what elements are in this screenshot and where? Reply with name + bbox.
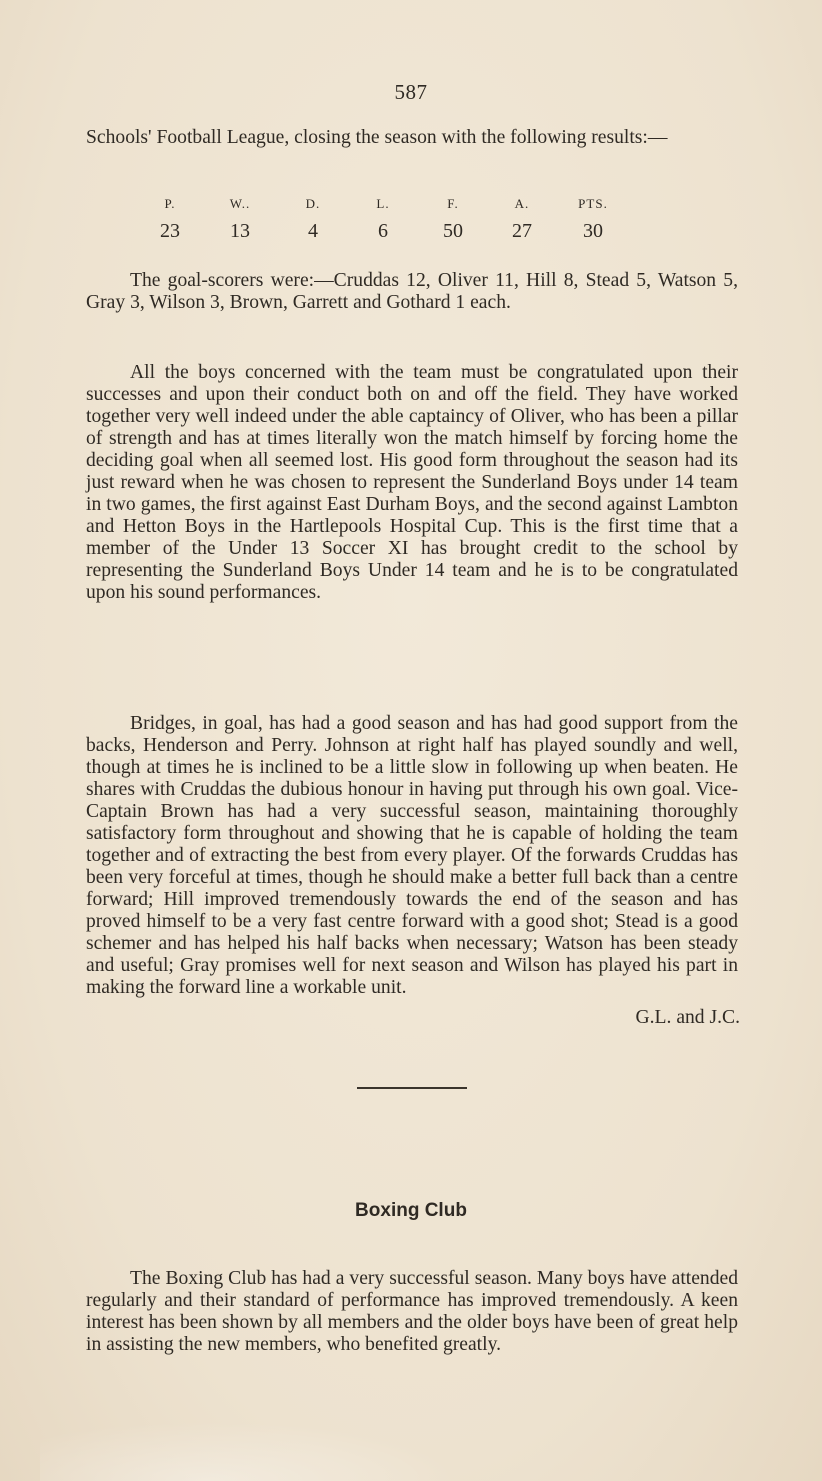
boxing-club-paragraph: The Boxing Club has had a very successful season. Many boys have attended regularly and their standard of performance has improved tremendously. A keen interest has been shown by all members and the older boys have been of great help in assisting the new members, who benefited greatly.	[86, 1268, 738, 1355]
goal-scorers-paragraph: The goal-scorers were:—Cruddas 12, Oliver 11, Hill 8, Stead 5, Watson 5, Gray 3, Wilson 3, Brown, Garrett and Gothard 1 each.	[86, 270, 738, 313]
league-results-table	[140, 192, 660, 244]
value-for: 50	[443, 220, 463, 242]
intro-text: Schools' Football League, closing the season with the following results:—	[86, 127, 668, 148]
team-congratulations-paragraph: All the boys concerned with the team must be congratulated upon their successes and upon their conduct both on and off the field. They have worked together very well indeed under the able captaincy of Oliver, who has been a pillar of strength and has at times literally won the match himself by forcing home the deciding goal when all seemed lost. His good form throughout the season had its just reward when he was chosen to represent the Sunderland Boys under 14 team in two games, the first against East Durham Boys, and the second against Lambton and Hetton Boys in the Hartlepools Hospital Cup. This is the first time that a member of the Under 13 Soccer XI has brought credit to the school by representing the Sunderland Boys Under 14 team and he is to be congratulated upon his sound performances.	[86, 362, 738, 603]
value-against: 27	[512, 220, 532, 242]
header-lost: L.	[376, 196, 390, 211]
header-drawn: D.	[305, 196, 321, 211]
paper-stain	[40, 1421, 460, 1481]
header-for: F.	[447, 196, 459, 211]
player-review-paragraph: Bridges, in goal, has had a good season and has had good support from the backs, Henderson and Perry. Johnson at right half has played soundly and well, though at times he is inclined to be a little slow in following up when beaten. He shares with Cruddas the dubious honour in having put through his own goal. Vice-Captain Brown has had a very successful season, maintaining thoroughly satisfactory form throughout and showing that he is capable of holding the team together and of extracting the best from every player. Of the forwards Cruddas has been very forceful at times, though he should make a better full back than a centre forward; Hill improved tremendously towards the end of the season and has proved himself to be a very fast centre forward with a good shot; Stead is a good schemer and has helped his half backs when necessary; Watson has been steady and useful; Gray promises well for next season and Wilson has played his part in making the forward line a workable unit.	[86, 713, 738, 998]
header-against: A.	[514, 196, 530, 211]
boxing-club-heading: Boxing Club	[355, 1200, 467, 1221]
header-points: PTS.	[578, 196, 608, 211]
value-won: 13	[230, 220, 250, 242]
value-drawn: 4	[308, 220, 318, 242]
value-points: 30	[583, 220, 603, 242]
section-divider	[357, 1087, 467, 1089]
signature: G.L. and J.C.	[635, 1007, 740, 1028]
header-won: W..	[229, 196, 251, 211]
header-played: P.	[164, 196, 176, 211]
value-played: 23	[160, 220, 180, 242]
page-number: 587	[394, 80, 428, 104]
results-header-row	[140, 192, 660, 218]
value-lost: 6	[378, 220, 388, 242]
results-value-row	[140, 218, 660, 244]
